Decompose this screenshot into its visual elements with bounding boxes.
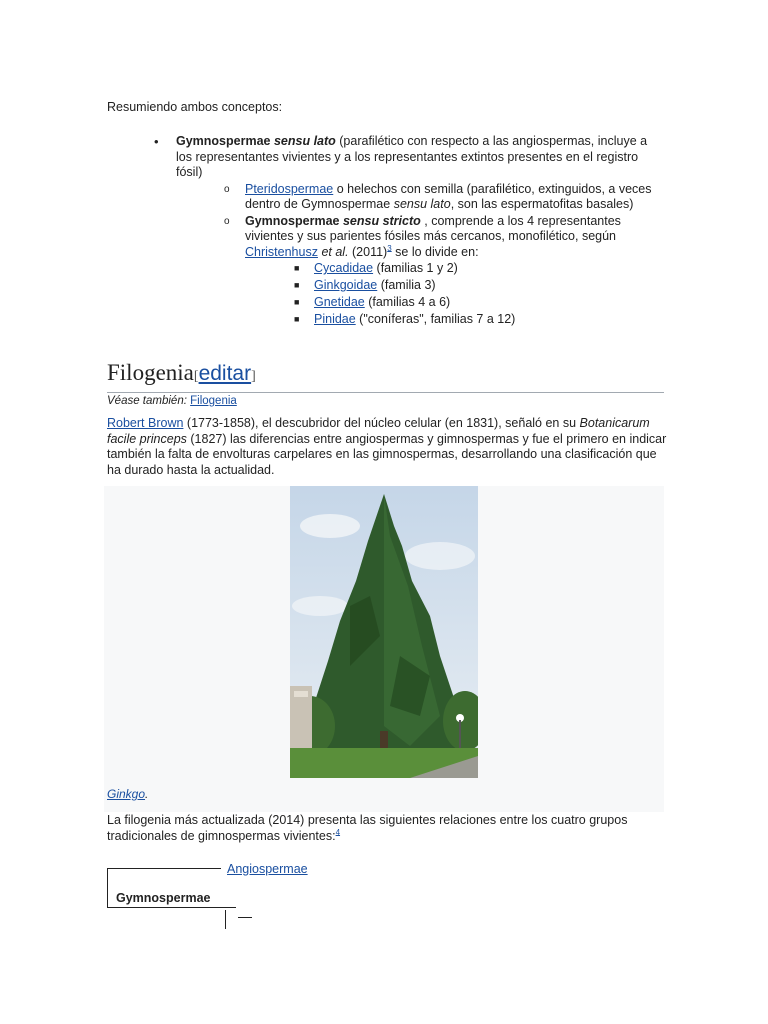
pterido-text-end: , son las espermatofitas basales) <box>450 197 634 211</box>
see-also-label: Véase también: <box>107 395 187 407</box>
stricto-text-end: se lo divide en: <box>391 244 479 259</box>
intro-text: Resumiendo ambos conceptos: <box>107 100 283 114</box>
cladogram-branch-sub <box>238 917 252 918</box>
bullet-square-icon: ■ <box>294 297 300 307</box>
link-filogenia[interactable]: Filogenia <box>190 395 237 407</box>
edit-section-link[interactable]: editar <box>198 362 252 385</box>
cladogram-branch-bottom <box>107 907 236 908</box>
pterido-text: o helechos con semilla (parafilético, extinguidos, a veces dentro de Gymnospermae <box>245 181 652 211</box>
ginkgo-photo[interactable] <box>290 486 478 778</box>
cladogram-branch-top <box>107 868 221 869</box>
figure-caption <box>107 787 148 803</box>
section-title: Filogenia <box>107 360 194 385</box>
bullet-square-icon: ■ <box>294 263 300 273</box>
term-sensu-lato: sensu lato <box>273 134 336 148</box>
paragraph-filogenia <box>107 813 667 844</box>
cladogram-stem <box>107 868 108 908</box>
cladogram-node <box>225 910 226 929</box>
sublist <box>224 181 665 330</box>
caption-rest: . <box>145 787 149 801</box>
link-cycadidae[interactable]: Cycadidae <box>314 261 374 275</box>
link-christenhusz[interactable]: Christenhusz <box>245 244 318 259</box>
group-text: (familias 4 a 6) <box>364 295 451 309</box>
paragraph-robert-brown <box>107 416 667 478</box>
figure-ginkgo <box>104 486 664 812</box>
lato-description: (parafilético con respecto a las angiospermas, incluye a los representantes vivientes y a los representantes extintos presentes en el registro fósil) <box>176 134 648 179</box>
link-ginkgoidae[interactable]: Ginkgoidae <box>314 278 378 292</box>
book-title: Botanicarum facile princeps <box>107 416 650 446</box>
reference-4-link[interactable]: 4 <box>335 827 341 837</box>
pterido-italic: sensu lato <box>393 197 451 211</box>
group-list <box>294 261 665 329</box>
edit-bracket-close: ] <box>251 369 256 384</box>
bullet-circle-icon: o <box>224 215 230 227</box>
group-text: (familia 3) <box>377 278 436 292</box>
bullet-circle-icon: o <box>224 183 230 195</box>
para2-text: La filogenia más actualizada (2014) presenta las siguientes relaciones entre los cuatro grupos tradicionales de gimnospermas vivientes: <box>107 813 628 843</box>
link-robert-brown[interactable]: Robert Brown <box>107 416 184 430</box>
link-angiospermae[interactable]: Angiospermae <box>227 862 308 876</box>
ginkgo-tree-image <box>290 486 478 778</box>
link-pteridospermae[interactable]: Pteridospermae <box>245 181 334 196</box>
see-also-note <box>107 394 237 410</box>
link-ginkgo[interactable]: Ginkgo <box>107 787 146 801</box>
group-text: ("coníferas", familias 7 a 12) <box>355 312 516 326</box>
cladogram-gymnospermae-label: Gymnospermae <box>116 891 211 905</box>
list-item-ginkgoidae <box>294 278 665 295</box>
edit-bracket-open: [ <box>193 369 199 384</box>
bullet-disc-icon: • <box>154 134 159 149</box>
section-heading-filogenia <box>107 358 664 393</box>
link-gnetidae[interactable]: Gnetidae <box>314 295 365 309</box>
et-al: et al. <box>321 244 349 259</box>
bullet-square-icon: ■ <box>294 280 300 290</box>
list-item-pinidae <box>294 312 665 329</box>
para1-text-end: (1827) las diferencias entre angiospermas y gimnospermas y fue el primero en indicar también la falta de envolturas carpelares en las gimnospermas, desarrollando una clasificación que ha durado hasta la actualidad. <box>107 431 667 477</box>
stricto-text: , comprende a los 4 representantes vivientes y sus parientes fósiles más cercanos, monofilético, según <box>245 213 621 243</box>
link-pinidae[interactable]: Pinidae <box>314 312 356 326</box>
list-item-sensu-stricto <box>224 213 665 330</box>
term-gymnospermae: Gymnospermae <box>176 134 271 148</box>
list-item-cycadidae <box>294 261 665 278</box>
bullet-square-icon: ■ <box>294 314 300 324</box>
list-item-gnetidae <box>294 295 665 312</box>
term-gymnospermae-stricto: Gymnospermae <box>245 213 340 228</box>
year-text: (2011) <box>348 244 388 259</box>
list-item-sensu-lato <box>154 134 666 329</box>
term-sensu-stricto: sensu stricto <box>342 213 421 228</box>
gymnosperm-list <box>154 134 666 330</box>
reference-3-link[interactable]: 3 <box>387 243 392 253</box>
list-item-pteridospermae <box>224 181 665 213</box>
group-text: (familias 1 y 2) <box>373 261 458 275</box>
para1-text: (1773-1858), el descubridor del núcleo celular (en 1831), señaló en su <box>183 416 580 430</box>
